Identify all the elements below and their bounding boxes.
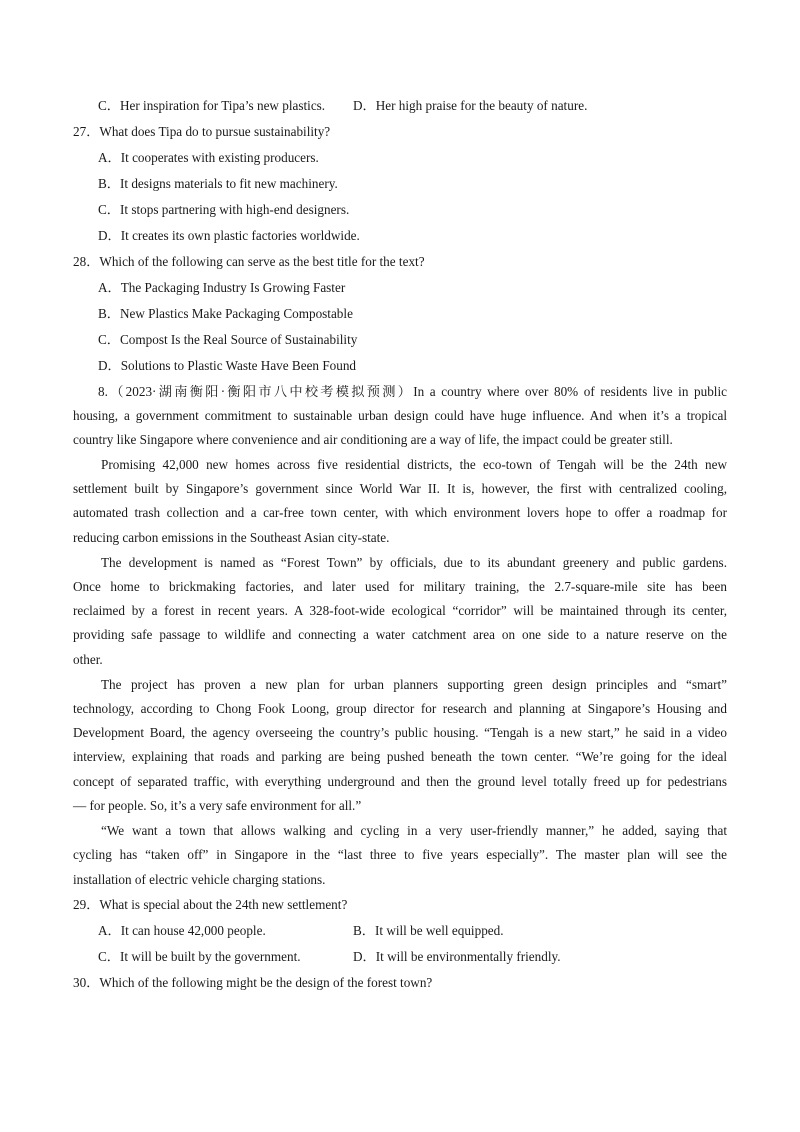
passage-line: concept of separated traffic, with everything underground and then the ground level totally freed up for pedestrians — [73, 774, 727, 789]
passage-line: housing, a government commitment to sustainable urban design could have huge influence. And when it’s a tropical — [73, 408, 727, 423]
q26-option-d: D．Her high praise for the beauty of nature. — [353, 98, 588, 113]
q29-option-c: C．It will be built by the government. — [98, 949, 301, 964]
passage-line: cycling has “taken off” in Singapore in the “last three to five years especially”. The master plan will see the — [73, 847, 727, 862]
passage-line: installation of electric vehicle charging stations. — [73, 872, 326, 887]
passage-line: automated trash collection and a car-free town center, with which environment lovers hope to offer a roadmap for — [73, 505, 727, 520]
q28-stem: 28．Which of the following can serve as the best title for the text? — [73, 254, 425, 269]
q27-option-b: B．It designs materials to fit new machinery. — [98, 176, 338, 191]
passage-line: “We want a town that allows walking and cycling in a very user-friendly manner,” he added, saying that — [101, 823, 727, 838]
q28-option-c: C．Compost Is the Real Source of Sustainability — [98, 332, 358, 347]
passage-line: other. — [73, 652, 103, 667]
passage-line: — for people. So, it’s a very safe environment for all.” — [73, 798, 362, 813]
q29-stem: 29．What is special about the 24th new settlement? — [73, 897, 348, 912]
passage-line: The development is named as “Forest Town” by officials, due to its abundant greenery and public gardens. — [101, 555, 727, 570]
passage-line: interview, explaining that roads and parking are being pushed beneath the town center. “We’re going for the ideal — [73, 749, 727, 764]
q30-stem: 30．Which of the following might be the design of the forest town? — [73, 975, 433, 990]
q29-option-a: A．It can house 42,000 people. — [98, 923, 266, 938]
passage-line: reducing carbon emissions in the Southeast Asian city-state. — [73, 530, 390, 545]
q27-option-d: D．It creates its own plastic factories worldwide. — [98, 228, 360, 243]
passage-line: Development Board, the agency overseeing the country’s public housing. “Tengah is a new start,” he said in a video — [73, 725, 727, 740]
q28-option-d: D．Solutions to Plastic Waste Have Been Found — [98, 358, 357, 373]
q28-option-b: B．New Plastics Make Packaging Compostable — [98, 306, 353, 321]
q27-option-c: C．It stops partnering with high-end designers. — [98, 202, 350, 217]
passage-line: reclaimed by a forest in recent years. A 328-foot-wide ecological “corridor” will be maintained through its center, — [73, 603, 727, 618]
passage-line: country like Singapore where convenience and air conditioning are a way of life, the impact could be greater still. — [73, 432, 673, 447]
q29-option-d: D．It will be environmentally friendly. — [353, 949, 561, 964]
q27-option-a: A．It cooperates with existing producers. — [98, 150, 319, 165]
q26-option-c: C．Her inspiration for Tipa’s new plastics. — [98, 98, 326, 113]
passage-line: providing safe passage to wildlife and connecting a water catchment area on one side to a nature reserve on the — [73, 627, 727, 642]
q28-option-a: A．The Packaging Industry Is Growing Faster — [98, 280, 346, 295]
passage-line: 8.（2023·湖南衡阳·衡阳市八中校考模拟预测）In a country where over 80% of residents live in public — [98, 384, 727, 399]
passage-line: Promising 42,000 new homes across five residential districts, the eco-town of Tengah will be the 24th new — [101, 457, 727, 472]
passage-line: Once home to brickmaking factories, and later used for military training, the 2.7-square-mile site has been — [73, 579, 727, 594]
q27-stem: 27．What does Tipa do to pursue sustainability? — [73, 124, 331, 139]
q29-option-b: B．It will be well equipped. — [353, 923, 504, 938]
passage-line: technology, according to Chong Fook Loong, group director for research and planning at Singapore’s Housing and — [73, 701, 727, 716]
passage-line: settlement built by Singapore’s government since World War II. It is, however, the first with centralized cooling, — [73, 481, 727, 496]
passage-line: The project has proven a new plan for urban planners supporting green design principles and “smart” — [101, 677, 727, 692]
